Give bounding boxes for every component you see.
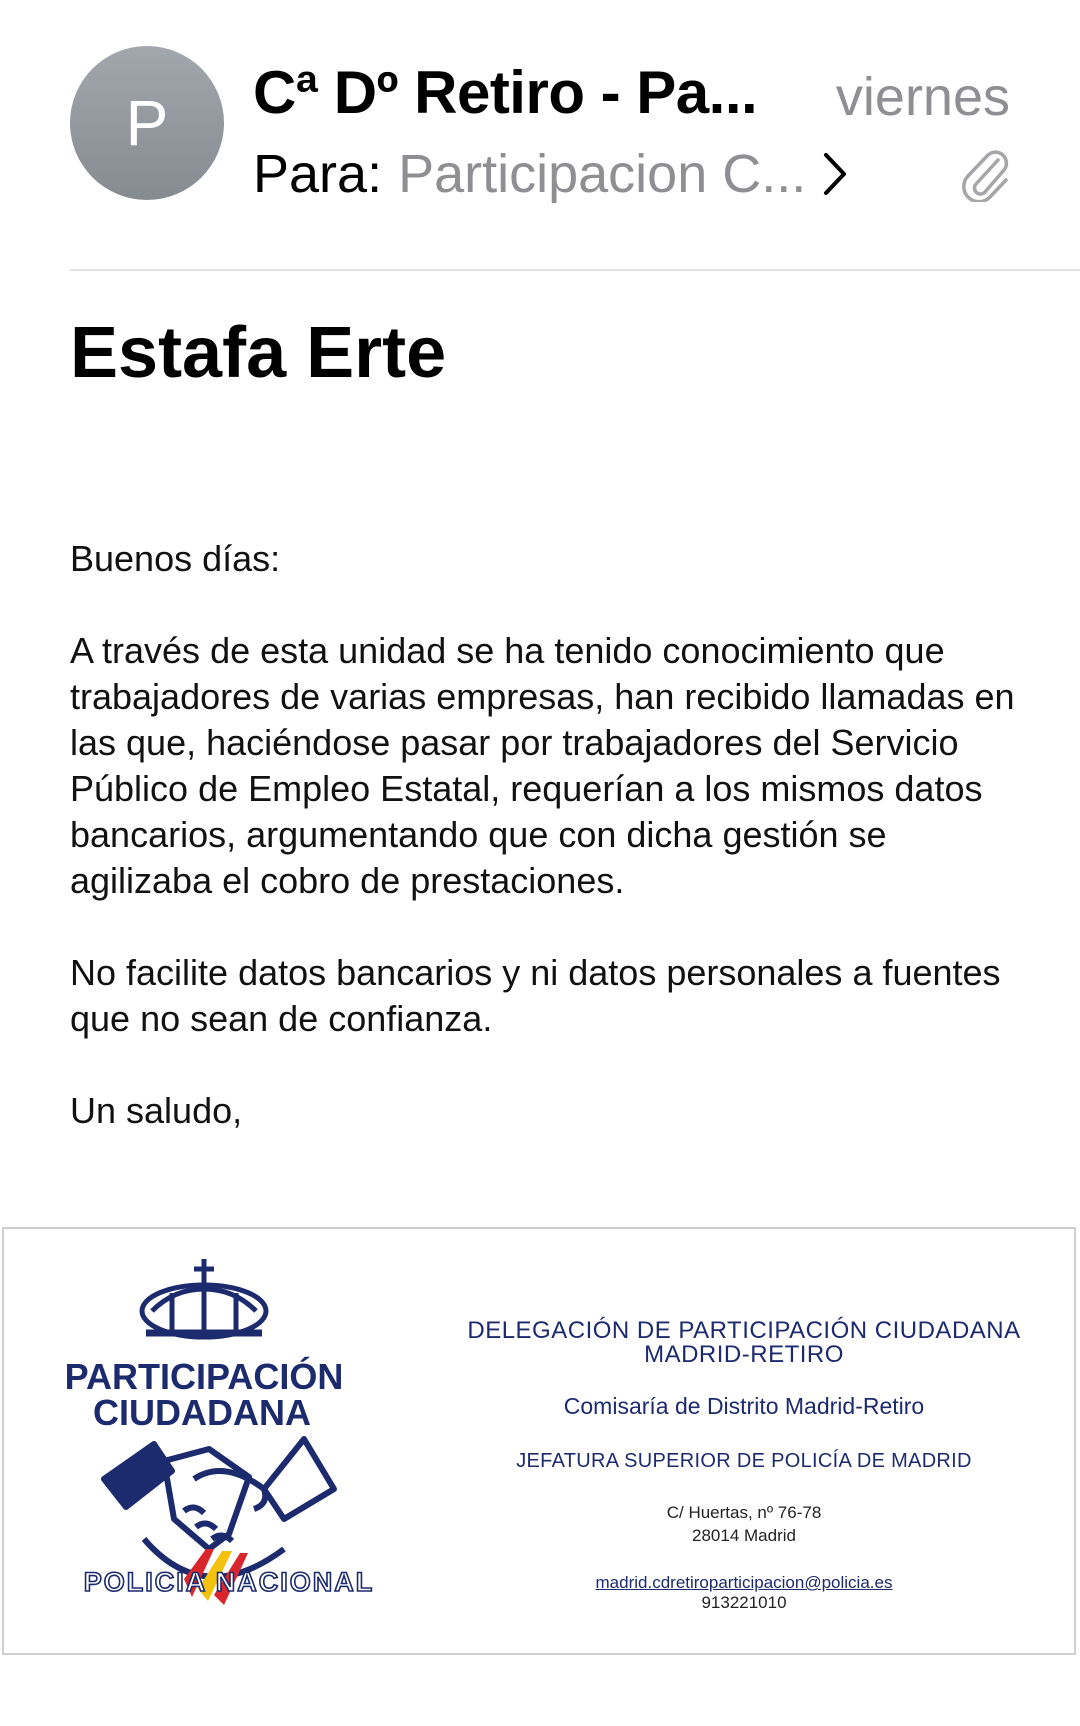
recipient-name[interactable]: Participacion C... bbox=[398, 144, 807, 204]
recipient-row[interactable] bbox=[253, 143, 850, 205]
paperclip-icon[interactable] bbox=[960, 146, 1010, 202]
jefatura-name: JEFATURA SUPERIOR DE POLICÍA DE MADRID bbox=[516, 1450, 972, 1472]
address-line-2: 28014 Madrid bbox=[692, 1526, 796, 1545]
closing: Un saludo, bbox=[70, 1090, 243, 1131]
email-subject: Estafa Erte bbox=[70, 313, 447, 393]
address bbox=[444, 1501, 1044, 1547]
body-paragraph-1: A través de esta unidad se ha tenido conocimiento que trabajadores de varias empresas, han recibido llamadas en las que, haciéndose pasar por trabajadores del Servicio Público de Empleo Estatal, requerían a los mismos datos bancarios, argumentando que con dicha gestión se agilizaba el cobro de prestaciones. bbox=[70, 630, 1015, 901]
email-header bbox=[0, 0, 1080, 270]
signature-email-link[interactable]: madrid.cdretiroparticipacion@policia.es bbox=[595, 1573, 893, 1592]
participacion-ciudadana-logo bbox=[34, 1249, 424, 1639]
email-date: viernes bbox=[835, 67, 1010, 127]
sender-name[interactable]: Cª Dº Retiro - Pa... bbox=[253, 59, 758, 126]
comisaria-name: Comisaría de Distrito Madrid-Retiro bbox=[563, 1393, 925, 1419]
delegacion-title: DELEGACIÓN DE PARTICIPACIÓN CIUDADANA bbox=[467, 1317, 1021, 1344]
logo-line-1: PARTICIPACIÓN bbox=[64, 1356, 344, 1397]
delegacion-subtitle: MADRID-RETIRO bbox=[644, 1341, 844, 1368]
to-label: Para: bbox=[253, 144, 383, 204]
address-line-1: C/ Huertas, nº 76-78 bbox=[666, 1503, 822, 1522]
header-divider bbox=[70, 269, 1080, 271]
greeting: Buenos días: bbox=[70, 538, 281, 579]
avatar-initial: P bbox=[125, 87, 169, 159]
logo-line-2: CIUDADANA bbox=[93, 1392, 311, 1433]
body-paragraph-2: No facilite datos bancarios y ni datos personales a fuentes que no sean de confianza. bbox=[70, 952, 1001, 1039]
signature-phone[interactable]: 913221010 bbox=[701, 1593, 787, 1612]
signature-details bbox=[444, 1319, 1044, 1613]
crown-icon bbox=[142, 1259, 266, 1337]
logo-footer: POLICIA NACIONAL bbox=[83, 1567, 375, 1597]
sender-avatar[interactable] bbox=[70, 46, 224, 200]
chevron-right-icon[interactable] bbox=[820, 151, 850, 197]
email-body bbox=[70, 536, 1020, 1180]
email-signature bbox=[2, 1227, 1076, 1655]
